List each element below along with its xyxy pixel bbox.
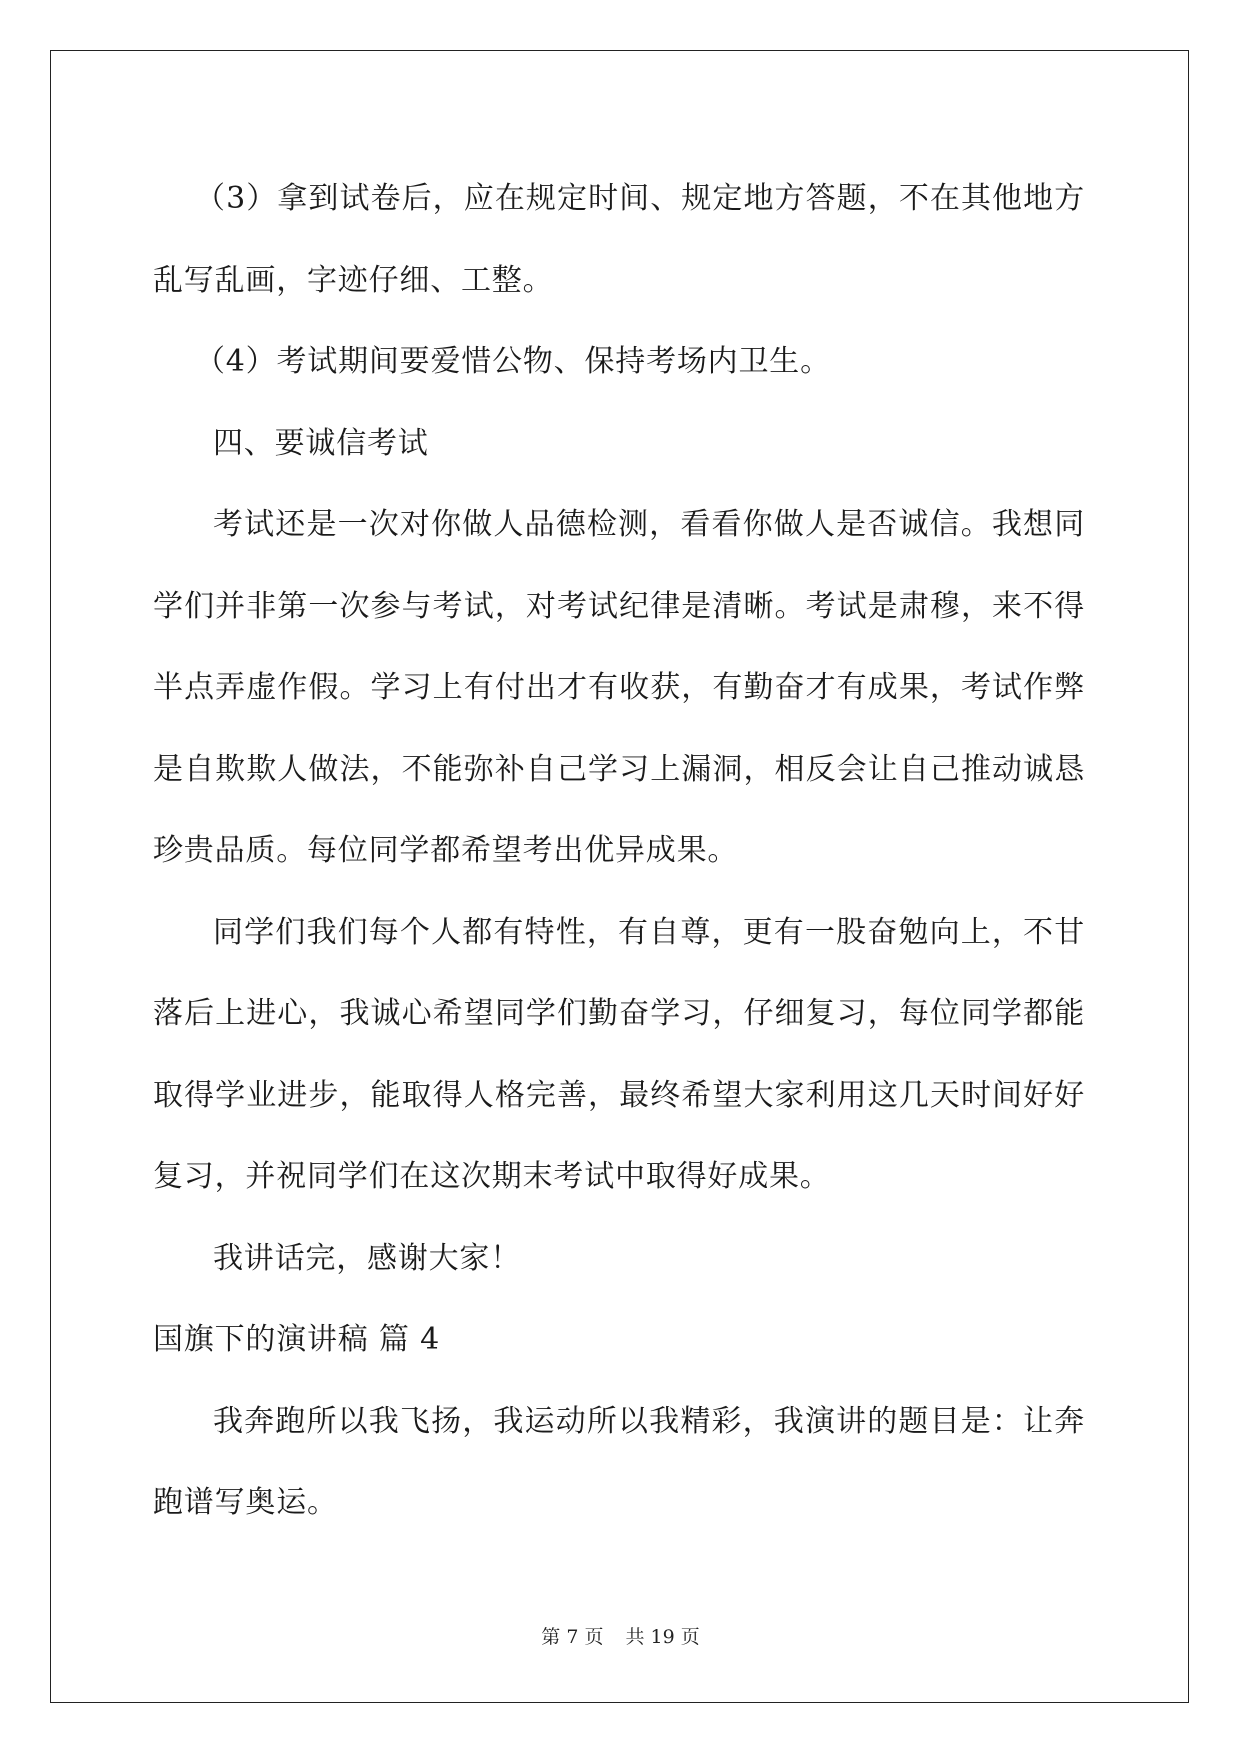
page-number-current: 第 7 页 [541,1626,604,1648]
page-footer [0,1622,1241,1649]
document-body [153,158,1085,1544]
page-number-total: 共 19 页 [625,1626,700,1648]
paragraph-exam-rule-3: （3）拿到试卷后，应在规定时间、规定地方答题，不在其他地方乱写乱画，字迹仔细、工整。 [153,181,1085,298]
paragraph-closing: 我讲话完，感谢大家！ [213,1240,521,1276]
paragraph-encouragement: 同学们我们每个人都有特性，有自尊，更有一股奋勉向上，不甘落后上进心，我诚心希望同学们勤奋学习，仔细复习，每位同学都能取得学业进步，能取得人格完善，最终希望大家利用这几天时间好好复习，并祝同学们在这次期末考试中取得好成果。 [153,914,1085,1194]
paragraph-exam-rule-4: （4）考试期间要爱惜公物、保持考场内卫生。 [195,344,831,379]
paragraph-speech-intro: 我奔跑所以我飞扬，我运动所以我精彩，我演讲的题目是：让奔跑谱写奥运。 [153,1403,1085,1520]
subheading-honest-exam: 四、要诚信考试 [213,425,429,461]
paragraph-integrity: 考试还是一次对你做人品德检测，看看你做人是否诚信。我想同学们并非第一次参与考试，对考试纪律是清晰。考试是肃穆，来不得半点弄虚作假。学习上有付出才有收获，有勤奋才有成果，考试作弊是自欺欺人做法，不能弥补自己学习上漏洞，相反会让自己推动诚恳珍贵品质。每位同学都希望考出优异成果。 [153,507,1085,868]
section-heading: 国旗下的演讲稿 篇 4 [153,1322,440,1357]
